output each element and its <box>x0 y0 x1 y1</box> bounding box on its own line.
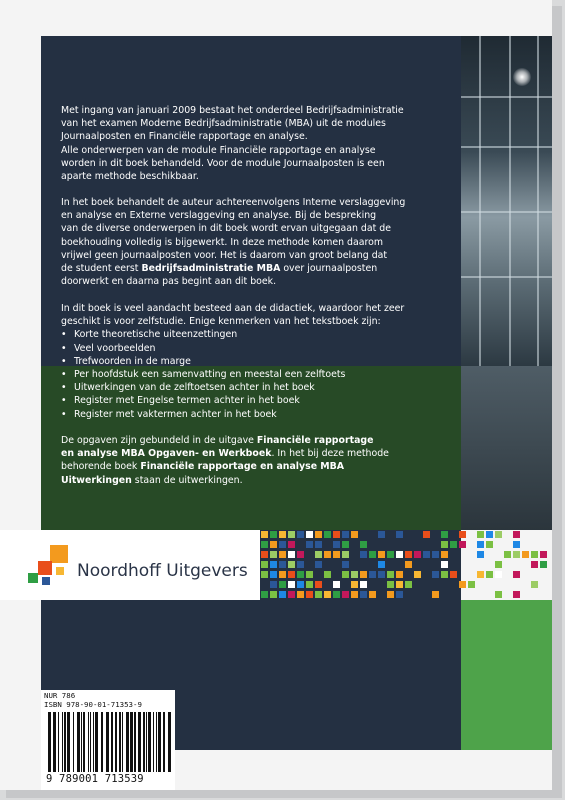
mosaic-tile <box>477 541 484 548</box>
mosaic-tile <box>279 591 286 598</box>
pixel-mosaic <box>260 530 552 600</box>
intro-line: over journaalposten <box>280 263 378 275</box>
mosaic-tile <box>351 531 358 538</box>
mosaic-tile <box>333 581 340 588</box>
barcode-bar <box>77 712 80 772</box>
mosaic-tile <box>342 541 349 548</box>
barcode-bar <box>138 712 141 772</box>
mosaic-tile <box>261 551 268 558</box>
mosaic-tile <box>513 531 520 538</box>
barcode-bar <box>122 712 123 772</box>
mosaic-tile <box>315 551 322 558</box>
barcode-bar <box>81 712 82 772</box>
feature-item: • Korte theoretische uiteenzettingen <box>61 328 451 341</box>
mosaic-tile <box>351 591 358 598</box>
closing-line: behorende boek <box>61 461 141 473</box>
mosaic-tile <box>405 551 412 558</box>
intro-paragraph-3 <box>61 302 451 328</box>
mosaic-tile <box>261 561 268 568</box>
mosaic-tile <box>486 531 493 538</box>
mosaic-tile <box>441 541 448 548</box>
mosaic-tile <box>414 551 421 558</box>
mosaic-tile <box>432 551 439 558</box>
mosaic-tile <box>315 531 322 538</box>
mosaic-tile <box>306 531 313 538</box>
mosaic-tile <box>297 591 304 598</box>
mosaic-tile <box>279 581 286 588</box>
isbn-block <box>44 691 142 709</box>
feature-item: • Per hoofdstuk een samenvatting en meestal een zelftoets <box>61 368 451 381</box>
mosaic-tile <box>423 551 430 558</box>
mosaic-tile <box>378 531 385 538</box>
closing-line: . In het bij deze methode <box>271 448 389 460</box>
mosaic-tile <box>306 581 313 588</box>
intro-line: de student eerst <box>61 263 142 275</box>
mosaic-tile <box>387 591 394 598</box>
intro-line: Met ingang van januari 2009 bestaat het onderdeel Bedrijfsadministratie <box>61 105 404 116</box>
book-title-reference: Financiële rapportage en analyse MBA <box>140 461 345 473</box>
barcode-bar <box>101 712 103 772</box>
mosaic-tile <box>396 591 403 598</box>
mosaic-tile <box>297 531 304 538</box>
green-panel-lower <box>461 600 552 750</box>
mosaic-tile <box>459 541 466 548</box>
mosaic-tile <box>441 551 448 558</box>
mosaic-tile <box>279 561 286 568</box>
mosaic-tile <box>450 571 457 578</box>
mosaic-tile <box>288 561 295 568</box>
mosaic-tile <box>315 591 322 598</box>
mosaic-tile <box>279 551 286 558</box>
mosaic-tile <box>495 561 502 568</box>
mosaic-tile <box>315 541 322 548</box>
mosaic-tile <box>333 531 340 538</box>
intro-line: aparte methode beschikbaar. <box>61 171 199 183</box>
mosaic-tile <box>360 581 367 588</box>
mosaic-tile <box>270 531 277 538</box>
mosaic-tile <box>279 541 286 548</box>
barcode-bar <box>134 712 136 772</box>
photo-lower <box>461 366 552 530</box>
feature-item: • Uitwerkingen van de zelftoetsen achter in het boek <box>61 381 451 394</box>
mosaic-tile <box>288 591 295 598</box>
intro-line: vrijwel geen journaalposten voor. Het is daarom van groot belang dat <box>61 249 388 261</box>
mosaic-tile <box>504 551 511 558</box>
mosaic-tile <box>468 581 475 588</box>
barcode-bar <box>168 712 171 772</box>
mosaic-tile <box>297 551 304 558</box>
barcode <box>46 712 172 772</box>
barcode-bar <box>48 712 51 772</box>
mosaic-tile <box>288 571 295 578</box>
barcode-bar <box>115 712 117 772</box>
mosaic-tile <box>450 541 457 548</box>
mosaic-tile <box>270 551 277 558</box>
publisher-name: Noordhoff Uitgevers <box>77 561 248 581</box>
isbn-code: ISBN 978-90-01-71353-9 <box>44 700 142 709</box>
barcode-number: 9 789001 713539 <box>46 773 144 785</box>
mosaic-tile <box>333 551 340 558</box>
nur-code: NUR 786 <box>44 691 76 700</box>
mosaic-tile <box>414 571 421 578</box>
mosaic-tile <box>324 571 331 578</box>
barcode-bar <box>67 712 70 772</box>
mosaic-tile <box>477 531 484 538</box>
mosaic-tile <box>360 571 367 578</box>
mosaic-tile <box>261 571 268 578</box>
mosaic-tile <box>495 531 502 538</box>
book-title-reference: en analyse MBA Opgaven- en Werkboek <box>61 448 272 460</box>
intro-line: doorwerkt en daarna pas begint aan dit boek. <box>61 276 277 288</box>
publisher-logo-icon <box>28 545 72 589</box>
mosaic-tile <box>306 591 313 598</box>
intro-line: en analyse en Externe verslaggeving en analyse. Bij de bespreking <box>61 210 377 222</box>
mosaic-tile <box>342 571 349 578</box>
mosaic-tile <box>423 531 430 538</box>
book-title-reference: Bedrijfsadministratie MBA <box>141 263 281 275</box>
mosaic-tile <box>342 531 349 538</box>
intro-text <box>61 104 451 183</box>
mosaic-tile <box>279 531 286 538</box>
feature-item: • Register met vaktermen achter in het boek <box>61 408 451 421</box>
mosaic-tile <box>441 571 448 578</box>
barcode-bar <box>88 712 89 772</box>
barcode-bar <box>106 712 109 772</box>
mosaic-tile <box>405 581 412 588</box>
mosaic-tile <box>396 531 403 538</box>
intro-paragraph-2 <box>61 196 451 288</box>
barcode-bar <box>90 712 91 772</box>
mosaic-tile <box>297 571 304 578</box>
mosaic-tile <box>270 571 277 578</box>
mosaic-tile <box>279 571 286 578</box>
intro-line: van de diverse onderwerpen in dit boek wordt ervan uitgegaan dat de <box>61 223 391 235</box>
mosaic-tile <box>459 581 466 588</box>
barcode-bar <box>62 712 63 772</box>
mosaic-tile <box>531 561 538 568</box>
mosaic-tile <box>495 571 502 578</box>
mosaic-tile <box>513 571 520 578</box>
mosaic-tile <box>432 571 439 578</box>
mosaic-tile <box>360 551 367 558</box>
mosaic-tile <box>396 571 403 578</box>
mosaic-tile <box>540 551 547 558</box>
mosaic-tile <box>522 551 529 558</box>
mosaic-tile <box>360 591 367 598</box>
mosaic-tile <box>342 561 349 568</box>
mosaic-tile <box>369 551 376 558</box>
mosaic-tile <box>324 591 331 598</box>
mosaic-tile <box>342 551 349 558</box>
closing-line: staan de uitwerkingen. <box>131 474 243 486</box>
mosaic-tile <box>441 561 448 568</box>
barcode-bar <box>146 712 147 772</box>
architecture-photo <box>461 36 552 366</box>
mosaic-tile <box>378 551 385 558</box>
mosaic-tile <box>531 581 538 588</box>
book-title-reference: Financiële rapportage <box>256 435 374 446</box>
intro-paragraph-1 <box>61 104 451 183</box>
feature-item: • Veel voorbeelden <box>61 342 451 355</box>
barcode-bar <box>156 712 157 772</box>
barcode-bar <box>153 712 154 772</box>
lamp-light <box>513 68 531 86</box>
intro-line: In het boek behandelt de auteur achtereenvolgens Interne verslaggeving <box>61 197 406 208</box>
mosaic-tile <box>387 571 394 578</box>
intro-line: van het examen Moderne Bedrijfsadministratie (MBA) uit de modules <box>61 118 386 130</box>
mosaic-tile <box>333 591 340 598</box>
mosaic-tile <box>306 571 313 578</box>
barcode-bar <box>148 712 151 772</box>
barcode-bar <box>93 712 94 772</box>
mosaic-tile <box>387 551 394 558</box>
mosaic-tile <box>270 591 277 598</box>
mosaic-tile <box>477 571 484 578</box>
mosaic-tile <box>288 531 295 538</box>
barcode-bar <box>64 712 66 772</box>
mosaic-tile <box>270 581 277 588</box>
mosaic-tile <box>306 541 313 548</box>
barcode-bar <box>119 712 121 772</box>
mosaic-tile <box>378 561 385 568</box>
mosaic-tile <box>351 571 358 578</box>
mosaic-tile <box>288 581 295 588</box>
feature-item: • Trefwoorden in de marge <box>61 355 451 368</box>
closing-paragraph <box>61 434 451 487</box>
barcode-bar <box>53 712 56 772</box>
intro-line: boekhouding volledig is bijgewerkt. In deze methode komen daarom <box>61 236 384 248</box>
method-text <box>61 196 451 288</box>
mosaic-tile <box>288 541 295 548</box>
mosaic-tile <box>540 561 547 568</box>
mosaic-tile <box>315 581 322 588</box>
mosaic-tile <box>342 591 349 598</box>
mosaic-tile <box>270 541 277 548</box>
mosaic-tile <box>378 571 385 578</box>
mosaic-tile <box>261 531 268 538</box>
mosaic-tile <box>396 551 403 558</box>
mosaic-tile <box>297 561 304 568</box>
feature-list <box>61 328 451 420</box>
mosaic-tile <box>432 591 439 598</box>
mosaic-tile <box>369 571 376 578</box>
mosaic-tile <box>261 591 268 598</box>
barcode-bar <box>163 712 165 772</box>
barcode-bar <box>58 712 59 772</box>
intro-line: Alle onderwerpen van de module Financiële rapportage en analyse <box>61 144 376 156</box>
closing-text <box>61 434 451 487</box>
barcode-bar <box>111 712 113 772</box>
mosaic-tile <box>495 591 502 598</box>
barcode-bar <box>95 712 98 772</box>
barcode-bar <box>73 712 74 772</box>
mosaic-tile <box>531 551 538 558</box>
book-title-reference: Uitwerkingen <box>61 474 132 486</box>
mosaic-tile <box>324 551 331 558</box>
mosaic-tile <box>324 531 331 538</box>
mosaic-tile <box>369 591 376 598</box>
mosaic-tile <box>333 541 340 548</box>
mosaic-tile <box>441 531 448 538</box>
intro-line: Journaalposten en Financiële rapportage en analyse. <box>61 131 308 143</box>
barcode-bar <box>126 712 129 772</box>
barcode-bar <box>130 712 133 772</box>
mosaic-tile <box>513 551 520 558</box>
mosaic-tile <box>513 541 520 548</box>
mosaic-tile <box>288 551 295 558</box>
mosaic-tile <box>261 541 268 548</box>
mosaic-tile <box>360 541 367 548</box>
mosaic-tile <box>387 581 394 588</box>
mosaic-tile <box>351 581 358 588</box>
mosaic-tile <box>297 581 304 588</box>
mosaic-tile <box>459 531 466 538</box>
mosaic-tile <box>396 581 403 588</box>
barcode-bar <box>158 712 161 772</box>
mosaic-tile <box>405 561 412 568</box>
mosaic-tile <box>486 571 493 578</box>
mosaic-tile <box>315 561 322 568</box>
intro-line: worden in dit boek behandeld. Voor de module Journaalposten is een <box>61 157 385 169</box>
mosaic-tile <box>486 541 493 548</box>
feature-item: • Register met Engelse termen achter in het boek <box>61 394 451 407</box>
mosaic-tile <box>270 561 277 568</box>
didactics-text <box>61 302 451 421</box>
intro-line: In dit boek is veel aandacht besteed aan de didactiek, waardoor het zeer <box>61 303 405 314</box>
intro-line: geschikt is voor zelfstudie. Enige kenmerken van het tekstboek zijn: <box>61 316 381 328</box>
barcode-bar <box>83 712 85 772</box>
closing-line: De opgaven zijn gebundeld in de uitgave <box>61 435 257 446</box>
mosaic-tile <box>513 591 520 598</box>
barcode-bar <box>143 712 145 772</box>
mosaic-tile <box>477 551 484 558</box>
